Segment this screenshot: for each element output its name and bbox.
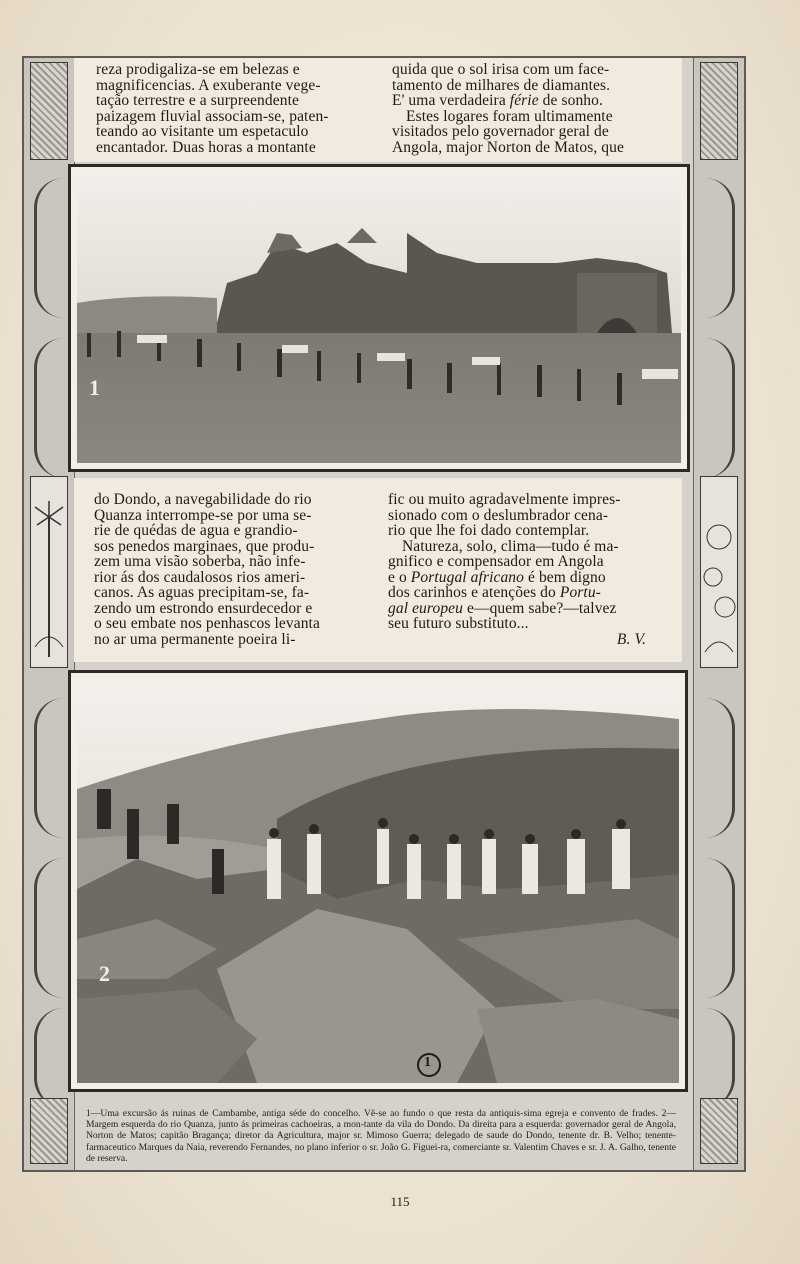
- text-line: gal europeu e—quem sabe?—talvez: [388, 599, 617, 617]
- text-line: fic ou muito agradavelmente impres-: [388, 491, 621, 508]
- scroll-ornament-icon: [704, 1008, 735, 1108]
- ornament-tile-icon: [700, 1098, 738, 1164]
- middle-text-column-left: [94, 492, 366, 647]
- text-line: dos carinhos e atenções do Portu-: [388, 584, 601, 601]
- scroll-ornament-icon: [34, 858, 65, 998]
- text-line: visitados pelo governador geral de: [392, 123, 609, 140]
- photo-2-frame: [68, 670, 688, 1092]
- photo-caption: 1—Uma excursão ás ruinas de Cambambe, antiga séde do concelho. Vê-se ao fundo o que resta da antiquis-sima egreja e convento de frades. 2—Margem esquerda do rio Quanza, junto ás primeiras cachoeiras, a mon-tante da vila do Dondo. Da direita para a esquerda: governador geral de Angola, Norton de Matos; capitão Bragança; diretor da Agricultura, major sr. Mimoso Guerra; delegado de saude do Dondo, tenente dr. B. Velho; tenente-farmaceutico Marques da Naia, reverendo Fernandes, no plano inferior o sr. João G. Figuei-ra, comerciante sr. Valentim Chaves e sr. J. A. Galho, tenente de reserva.: [86, 1108, 676, 1164]
- text-line: rie de quédas de agua e grandio-: [94, 522, 298, 539]
- ornament-tile-icon: [30, 1098, 68, 1164]
- text-line: rio que lhe foi dado contemplar.: [388, 522, 590, 539]
- text-line: encantador. Duas horas a montante: [96, 138, 316, 156]
- text-line: sos penedos marginaes, que produ-: [94, 537, 315, 555]
- text-line: no ar uma permanente poeira li-: [94, 630, 296, 648]
- scroll-ornament-icon: [34, 698, 65, 838]
- text-line: Angola, major Norton de Matos, que: [392, 138, 624, 156]
- photo-cambambe-ruins: [77, 173, 681, 463]
- text-line: canos. As aguas precipitam-se, fa-: [94, 584, 310, 601]
- palm-vignette-icon: [30, 476, 68, 668]
- text-line: teando ao visitante um espetaculo: [96, 123, 309, 140]
- text-line: zem uma visão soberba, não infe-: [94, 553, 306, 570]
- text-line: Natureza, solo, clima—tudo é ma-: [402, 537, 619, 555]
- photo-2-number: 2: [99, 961, 110, 986]
- ornament-tile-icon: [700, 62, 738, 160]
- scroll-ornament-icon: [34, 178, 65, 318]
- text-line: tamento de milhares de diamantes.: [392, 76, 611, 94]
- foliage-vignette-icon: [700, 476, 738, 668]
- text-line: paizagem fluvial associam-se, paten-: [96, 107, 329, 125]
- text-line: rior ás dos caudalosos rios ameri-: [94, 568, 306, 586]
- scroll-ornament-icon: [34, 1008, 65, 1108]
- author-signature: B. V.: [616, 630, 646, 648]
- text-line: e o Portugal africano é bem digno: [388, 568, 606, 586]
- photo-stamp-number: 1: [424, 1055, 431, 1070]
- text-line: do Dondo, a navegabilidade do rio: [94, 491, 312, 508]
- text-line: reza prodigaliza-se em belezas e: [96, 61, 300, 78]
- photo-1-frame: [68, 164, 690, 472]
- scroll-ornament-icon: [704, 858, 735, 998]
- text-line: sionado com o deslumbrador cena-: [388, 506, 609, 524]
- right-ornamental-border: [693, 58, 744, 1170]
- middle-text-column-right: [388, 492, 664, 647]
- scroll-ornament-icon: [704, 698, 735, 838]
- photo-quanza-riverbank: [77, 679, 679, 1083]
- italic-term: Portugal africano: [410, 568, 525, 586]
- text-line: seu futuro substituto...: [388, 615, 529, 632]
- scroll-ornament-icon: [704, 338, 735, 478]
- text-line: magnificencias. A exuberante vege-: [96, 76, 321, 94]
- scroll-ornament-icon: [704, 178, 735, 318]
- ornament-tile-icon: [30, 62, 68, 160]
- text-line: o seu embate nos penhascos levanta: [94, 615, 320, 632]
- text-line: quida que o sol irisa com um face-: [392, 61, 610, 78]
- top-text-column-left: [96, 62, 366, 155]
- text-line: E' uma verdadeira férie de sonho.: [392, 92, 603, 109]
- text-line: Estes logares foram ultimamente: [406, 107, 613, 125]
- text-line: gnifico e compensador em Angola: [388, 553, 604, 570]
- middle-text-block: [74, 478, 682, 662]
- scroll-ornament-icon: [34, 338, 65, 478]
- italic-term: gal europeu: [388, 599, 463, 617]
- text-line: zendo um estrondo ensurdecedor e: [94, 599, 313, 617]
- italic-term: férie: [509, 92, 539, 109]
- text-line: Quanza interrompe-se por uma se-: [94, 506, 312, 524]
- top-text-column-right: [392, 62, 662, 155]
- text-line: tação terrestre e a surpreendente: [96, 92, 299, 109]
- photo-1-number: 1: [89, 375, 100, 400]
- page-number: 115: [390, 1194, 410, 1209]
- italic-term: Portu-: [559, 584, 601, 601]
- top-text-block: [74, 58, 682, 162]
